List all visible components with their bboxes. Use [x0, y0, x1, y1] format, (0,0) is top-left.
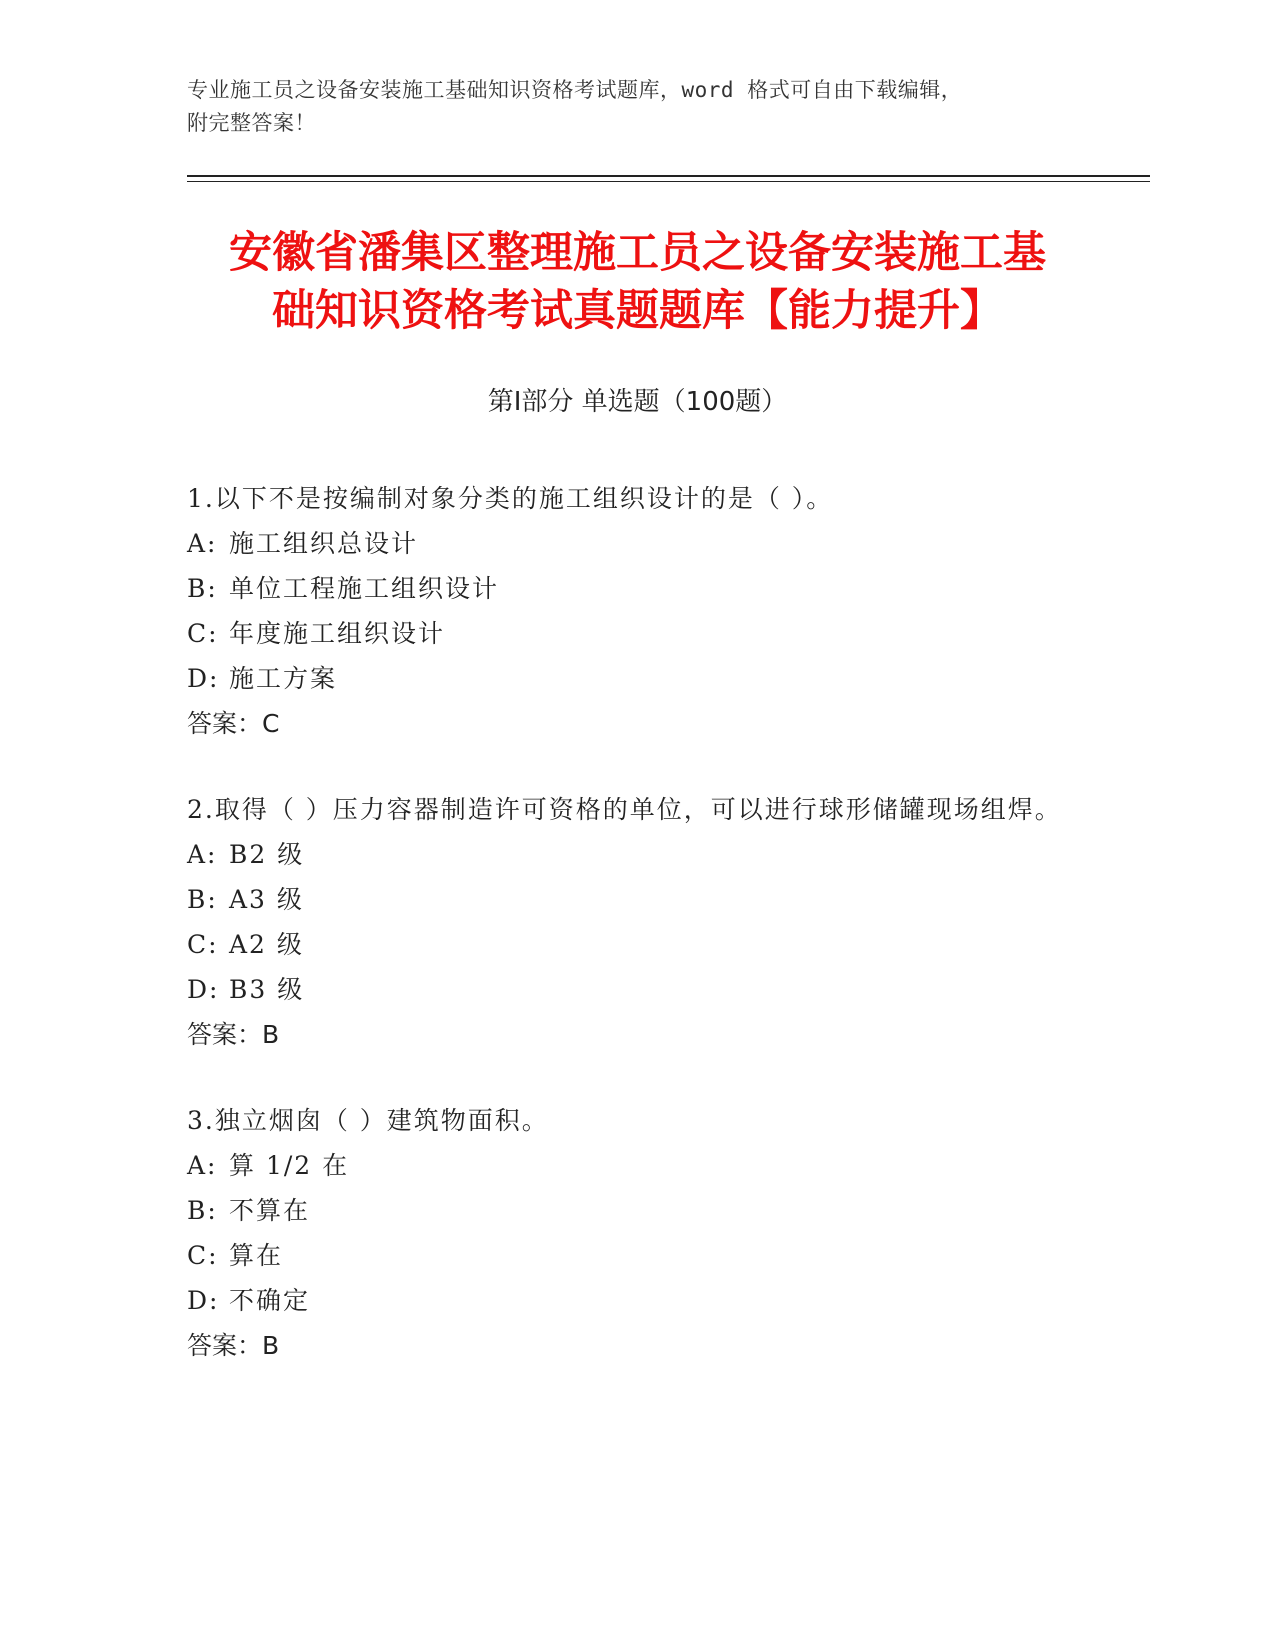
question-stem: 3.独立烟囱（ ）建筑物面积。: [187, 1106, 549, 1135]
option-text: 不确定: [229, 1286, 311, 1315]
question-item: [187, 1098, 1087, 1368]
question-stem: 1.以下不是按编制对象分类的施工组织设计的是（ ）。: [187, 484, 834, 513]
option-text: B2 级: [229, 840, 305, 869]
header-note: [187, 74, 1087, 140]
header-divider-thin: [187, 181, 1150, 182]
question-option: [187, 1233, 1087, 1278]
option-text: 施工组织总设计: [229, 529, 419, 558]
option-letter: B:: [187, 885, 218, 914]
option-letter: B:: [187, 574, 218, 603]
option-letter: C:: [187, 930, 219, 959]
header-note-line-1: 专业施工员之设备安装施工基础知识资格考试题库，word 格式可自由下载编辑，: [187, 78, 963, 102]
question-option: [187, 832, 1087, 877]
question-option: [187, 611, 1087, 656]
option-text: 施工方案: [229, 664, 338, 693]
option-letter: B:: [187, 1196, 218, 1225]
option-letter: A:: [187, 840, 218, 869]
header-note-line-2: 附完整答案！: [187, 111, 316, 135]
option-letter: A:: [187, 1151, 218, 1180]
document-title-line-1: 安徽省潘集区整理施工员之设备安装施工基: [229, 228, 1046, 278]
question-option: [187, 656, 1087, 701]
question-item: [187, 787, 1087, 1057]
option-letter: D:: [187, 975, 220, 1004]
option-text: 单位工程施工组织设计: [229, 574, 500, 603]
question-option: [187, 566, 1087, 611]
document-title-line-2: 础知识资格考试真题题库【能力提升】: [272, 286, 1003, 336]
section-title: 第Ⅰ部分 单选题（100题）: [487, 387, 788, 417]
question-option: [187, 1278, 1087, 1323]
option-text: B3 级: [229, 975, 305, 1004]
question-option: [187, 877, 1087, 922]
option-text: 算在: [229, 1241, 284, 1270]
option-letter: D:: [187, 1286, 220, 1315]
option-letter: C:: [187, 1241, 219, 1270]
question-answer: 答案：B: [187, 1020, 280, 1049]
option-text: 年度施工组织设计: [229, 619, 446, 648]
question-list: [187, 476, 1087, 1409]
question-option: [187, 1188, 1087, 1233]
question-stem: 2.取得（ ）压力容器制造许可资格的单位，可以进行球形储罐现场组焊。: [187, 795, 1062, 824]
option-text: 算 1/2 在: [229, 1151, 350, 1180]
question-item: [187, 476, 1087, 746]
question-option: [187, 922, 1087, 967]
document-title: [150, 224, 1125, 340]
question-option: [187, 1143, 1087, 1188]
option-text: A2 级: [229, 930, 304, 959]
question-option: [187, 967, 1087, 1012]
option-text: 不算在: [229, 1196, 311, 1225]
header-divider-thick: [187, 175, 1150, 177]
question-answer: 答案：C: [187, 709, 280, 738]
option-letter: C:: [187, 619, 219, 648]
option-letter: A:: [187, 529, 218, 558]
option-text: A3 级: [229, 885, 304, 914]
question-answer: 答案：B: [187, 1331, 280, 1360]
question-option: [187, 521, 1087, 566]
option-letter: D:: [187, 664, 220, 693]
